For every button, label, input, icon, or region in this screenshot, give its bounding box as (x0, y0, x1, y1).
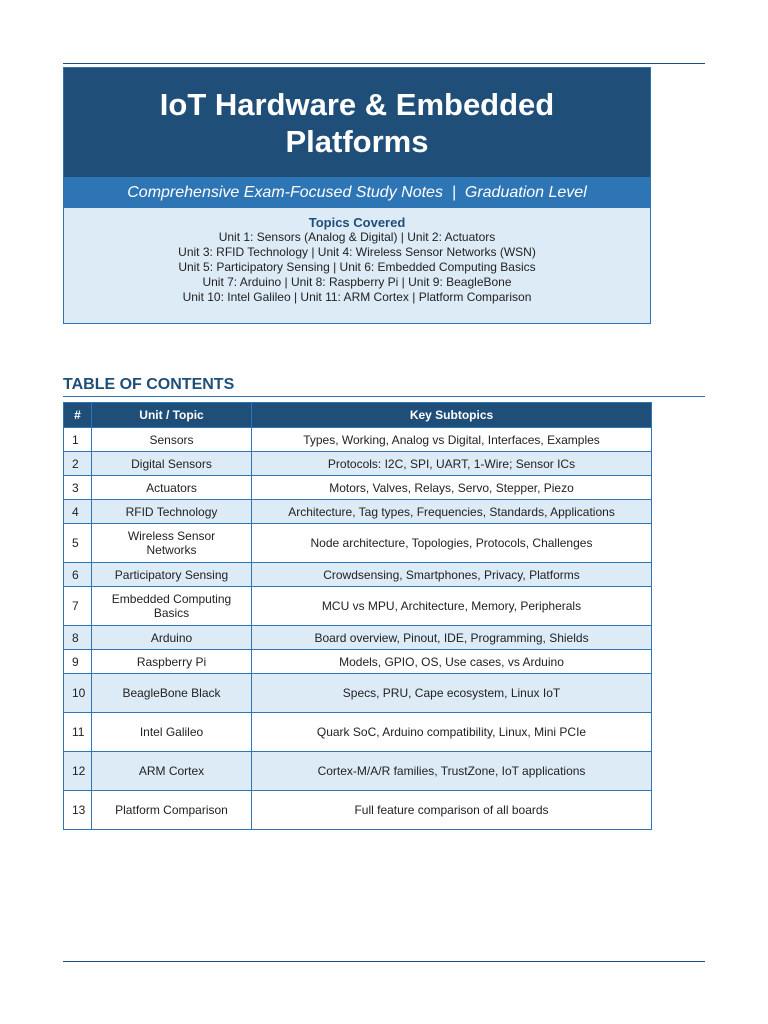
table-row (64, 524, 652, 563)
topic-line: Unit 5: Participatory Sensing | Unit 6: Embedded Computing Basics (178, 260, 536, 274)
row-number: 1 (64, 428, 92, 452)
table-row (64, 452, 652, 476)
row-topic: RFID Technology (92, 500, 252, 524)
row-topic: Participatory Sensing (92, 563, 252, 587)
topic-line: Unit 1: Sensors (Analog & Digital) | Unit 2: Actuators (218, 230, 496, 244)
topics-title: Topics Covered (308, 215, 406, 230)
row-subtopics: Node architecture, Topologies, Protocols, Challenges (252, 524, 652, 563)
table-row (64, 476, 652, 500)
row-subtopics: Types, Working, Analog vs Digital, Interfaces, Examples (252, 428, 652, 452)
row-subtopics: MCU vs MPU, Architecture, Memory, Peripherals (252, 587, 652, 626)
title-band (64, 68, 650, 177)
table-row (64, 626, 652, 650)
toc-heading-rule (63, 396, 705, 397)
row-subtopics: Models, GPIO, OS, Use cases, vs Arduino (252, 650, 652, 674)
table-row (64, 428, 652, 452)
row-subtopics: Full feature comparison of all boards (252, 791, 652, 830)
row-topic: Intel Galileo (92, 713, 252, 752)
row-number: 13 (64, 791, 92, 830)
row-number: 5 (64, 524, 92, 563)
row-subtopics: Protocols: I2C, SPI, UART, 1-Wire; Sensor ICs (252, 452, 652, 476)
row-subtopics: Crowdsensing, Smartphones, Privacy, Platforms (252, 563, 652, 587)
toc-header-row (64, 403, 652, 428)
topic-line: Unit 7: Arduino | Unit 8: Raspberry Pi | Unit 9: BeagleBone (202, 275, 512, 289)
row-number: 9 (64, 650, 92, 674)
table-row (64, 713, 652, 752)
row-topic: Arduino (92, 626, 252, 650)
topics-box (64, 208, 650, 323)
row-number: 4 (64, 500, 92, 524)
subtitle-band (64, 177, 650, 208)
row-number: 3 (64, 476, 92, 500)
row-subtopics: Specs, PRU, Cape ecosystem, Linux IoT (252, 674, 652, 713)
table-row (64, 791, 652, 830)
row-subtopics: Cortex-M/A/R families, TrustZone, IoT applications (252, 752, 652, 791)
row-number: 8 (64, 626, 92, 650)
toc-heading: TABLE OF CONTENTS (63, 376, 235, 393)
document-subtitle: Comprehensive Exam-Focused Study Notes | Graduation Level (127, 183, 587, 201)
header-rule (63, 63, 705, 64)
table-row (64, 587, 652, 626)
row-subtopics: Quark SoC, Arduino compatibility, Linux, Mini PCIe (252, 713, 652, 752)
document-title: IoT Hardware & Embedded Platforms (159, 86, 555, 159)
row-topic: Digital Sensors (92, 452, 252, 476)
row-topic: Embedded Computing Basics (92, 587, 252, 626)
row-subtopics: Board overview, Pinout, IDE, Programming, Shields (252, 626, 652, 650)
table-row (64, 752, 652, 791)
toc-body (64, 428, 652, 830)
topic-line: Unit 10: Intel Galileo | Unit 11: ARM Cortex | Platform Comparison (182, 290, 532, 304)
row-topic: Actuators (92, 476, 252, 500)
row-subtopics: Architecture, Tag types, Frequencies, Standards, Applications (252, 500, 652, 524)
row-topic: Sensors (92, 428, 252, 452)
cover-box (63, 67, 651, 324)
topic-line: Unit 3: RFID Technology | Unit 4: Wireless Sensor Networks (WSN) (178, 245, 536, 259)
row-topic: Raspberry Pi (92, 650, 252, 674)
row-topic: Platform Comparison (92, 791, 252, 830)
table-row (64, 500, 652, 524)
row-number: 11 (64, 713, 92, 752)
row-number: 7 (64, 587, 92, 626)
row-topic: Wireless Sensor Networks (92, 524, 252, 563)
row-number: 12 (64, 752, 92, 791)
toc-table (63, 402, 652, 830)
footer-rule (63, 961, 705, 962)
row-topic: ARM Cortex (92, 752, 252, 791)
row-number: 2 (64, 452, 92, 476)
table-row (64, 674, 652, 713)
row-topic: BeagleBone Black (92, 674, 252, 713)
table-row (64, 650, 652, 674)
column-header-topic: Unit / Topic (92, 403, 252, 428)
column-header-number: # (64, 403, 92, 428)
row-number: 10 (64, 674, 92, 713)
table-row (64, 563, 652, 587)
row-subtopics: Motors, Valves, Relays, Servo, Stepper, Piezo (252, 476, 652, 500)
row-number: 6 (64, 563, 92, 587)
column-header-subtopics: Key Subtopics (252, 403, 652, 428)
